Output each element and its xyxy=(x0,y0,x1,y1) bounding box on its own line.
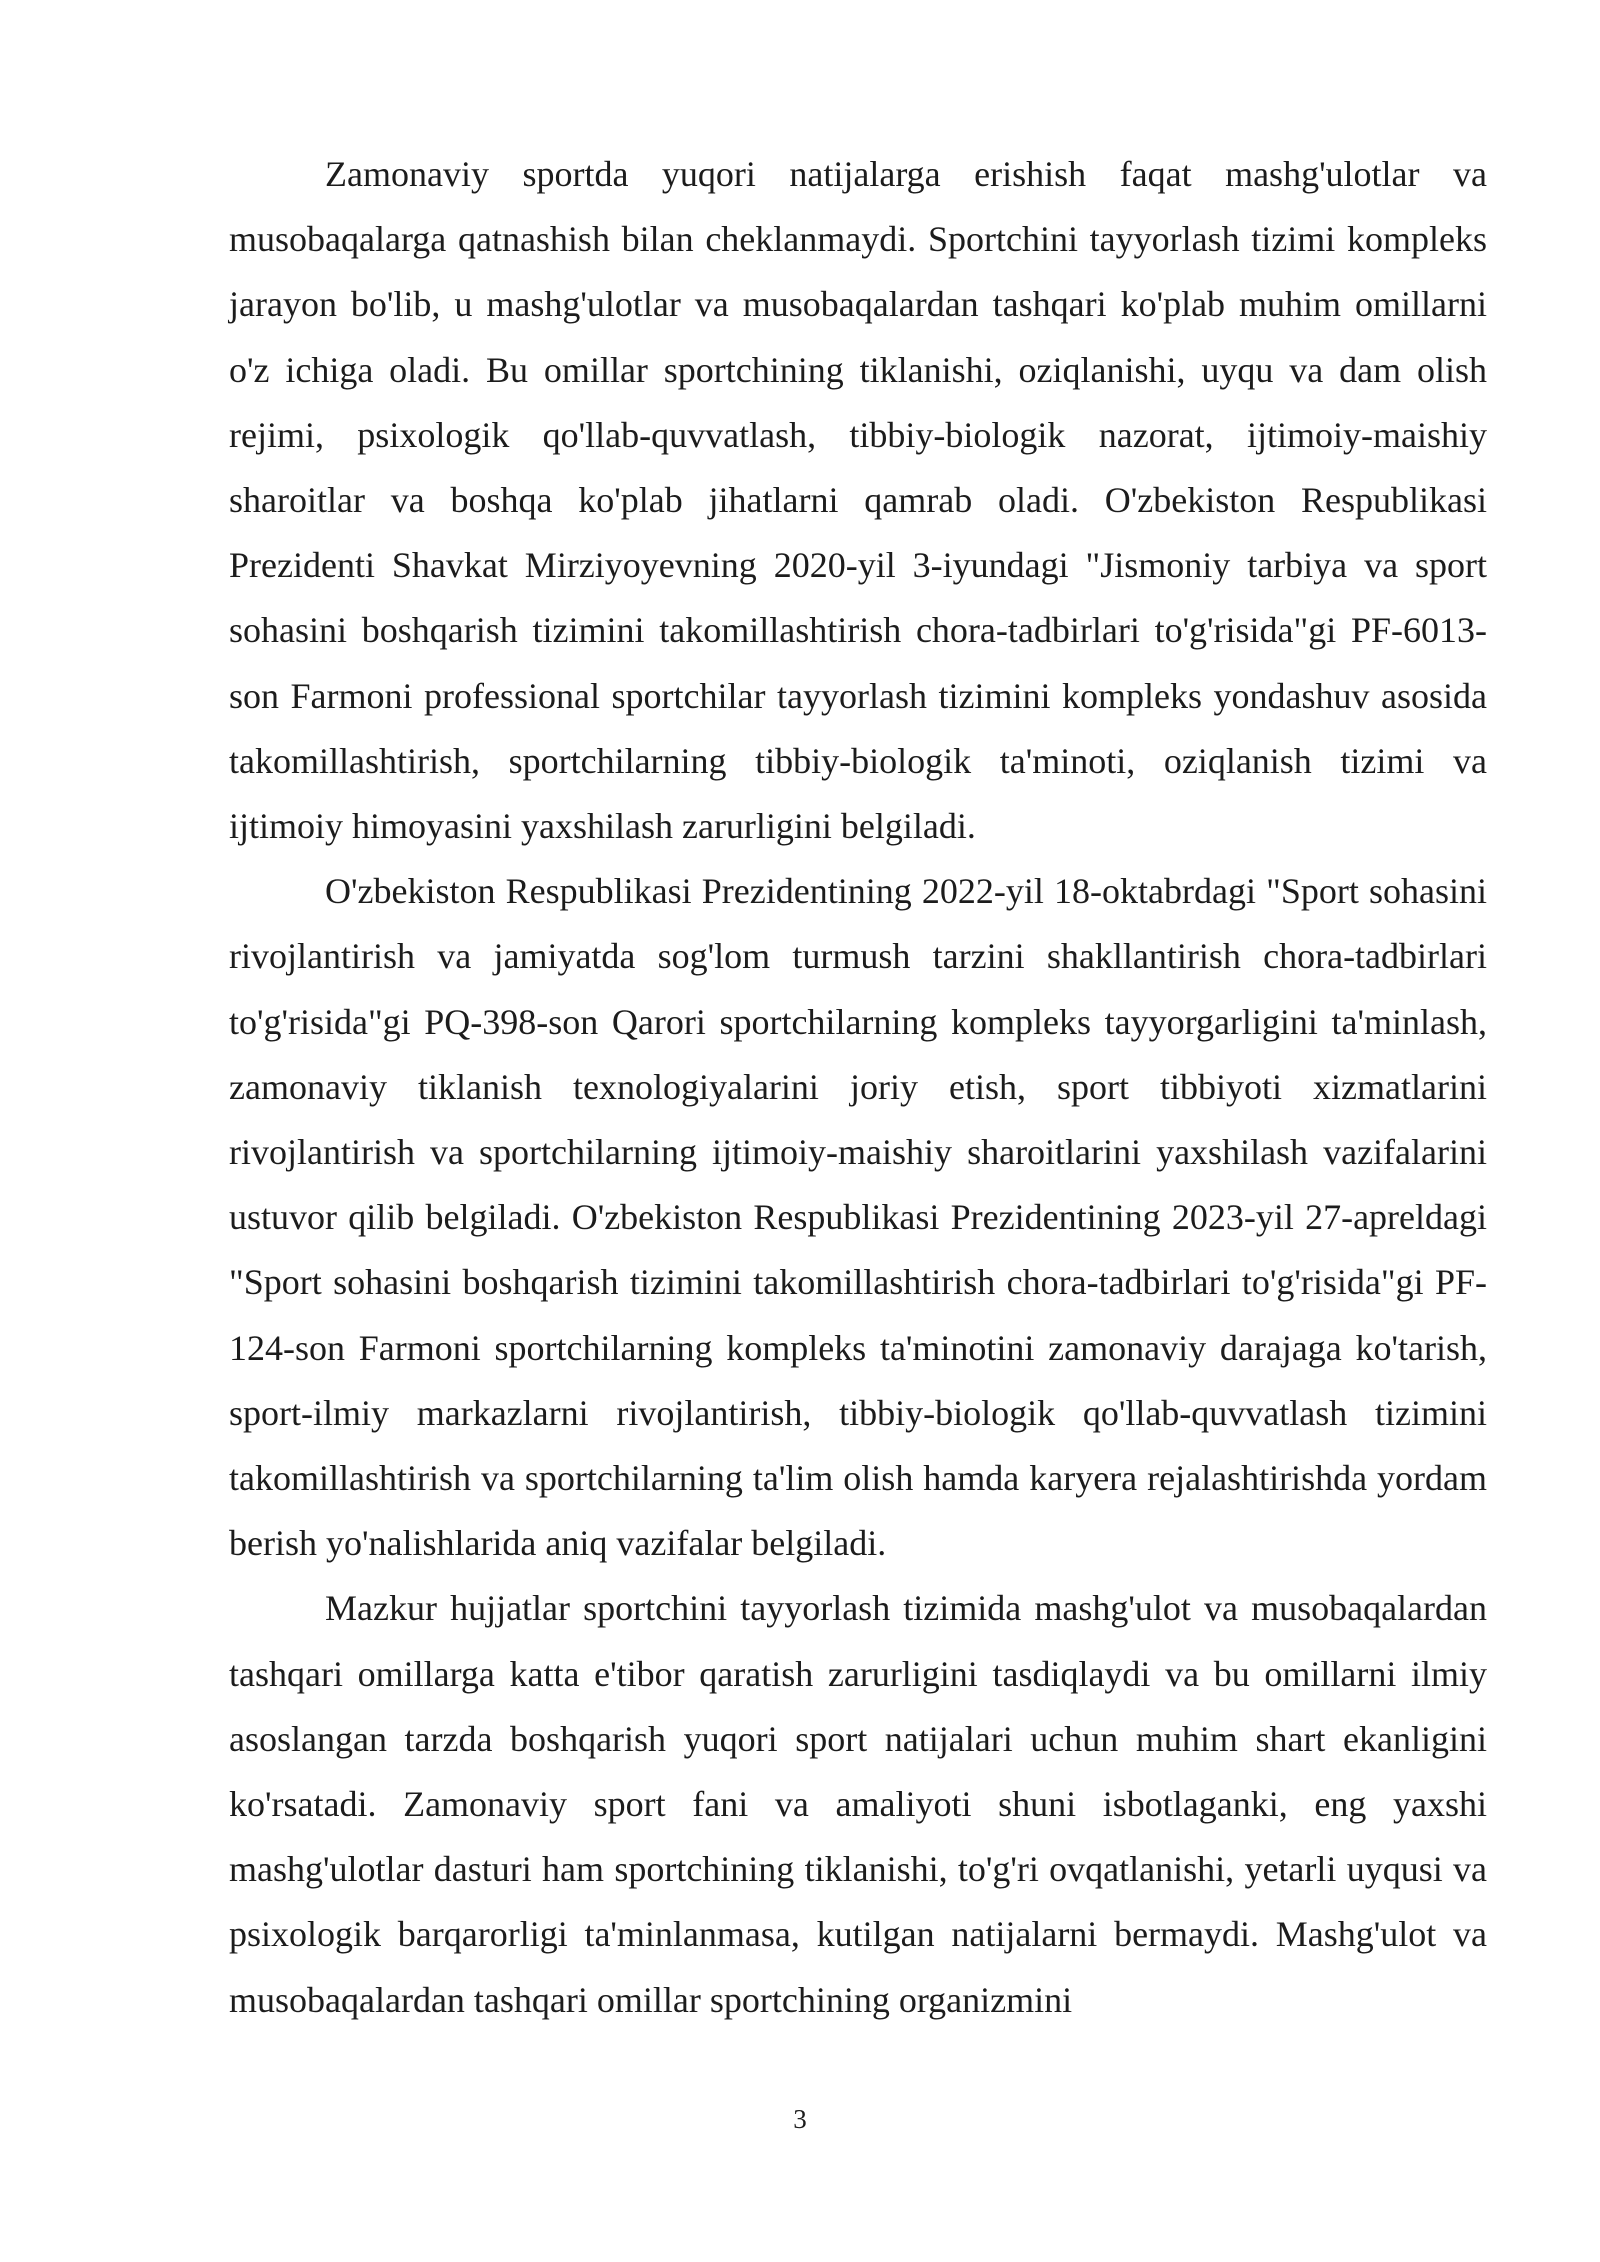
paragraph-2: O'zbekiston Respublikasi Prezidentining 2022-yil 18-oktabrdagi "Sport sohasini rivojlantirish va jamiyatda sog'lom turmush tarzini shakllantirish chora-tadbirlari to'g'risida"gi PQ-398-son Qarori sportchilarning kompleks tayyorgarligini ta'minlash, zamonaviy tiklanish texnologiyalarini joriy etish, sport tibbiyoti xizmatlarini rivojlantirish va sportchilarning ijtimoiy-maishiy sharoitlarini yaxshilash vazifalarini ustuvor qilib belgiladi. O'zbekiston Respublikasi Prezidentining 2023-yil 27-apreldagi "Sport sohasini boshqarish tizimini takomillashtirish chora-tadbirlari to'g'risida"gi PF-124-son Farmoni sportchilarning kompleks ta'minotini zamonaviy darajaga ko'tarish, sport-ilmiy markazlarni rivojlantirish, tibbiy-biologik qo'llab-quvvatlash tizimini takomillashtirish va sportchilarning ta'lim olish hamda karyera rejalashtirishda yordam berish yo'nalishlarida aniq vazifalar belgiladi. xyxy=(229,871,1487,1564)
paragraph-3: Mazkur hujjatlar sportchini tayyorlash tizimida mashg'ulot va musobaqalardan tashqari omillarga katta e'tibor qaratish zarurligini tasdiqlaydi va bu omillarni ilmiy asoslangan tarzda boshqarish yuqori sport natijalari uchun muhim shart ekanligini ko'rsatadi. Zamonaviy sport fani va amaliyoti shuni isbotlaganki, eng yaxshi mashg'ulotlar dasturi ham sportchining tiklanishi, to'g'ri ovqatlanishi, yetarli uyqusi va psixologik barqarorligi ta'minlanmasa, kutilgan natijalarni bermaydi. Mashg'ulot va musobaqalardan tashqari omillar sportchining organizmini xyxy=(229,1588,1487,2020)
page-number: 3 xyxy=(793,2104,807,2134)
paragraph-1: Zamonaviy sportda yuqori natijalarga erishish faqat mashg'ulotlar va musobaqalarga qatnashish bilan cheklanmaydi. Sportchini tayyorlash tizimi kompleks jarayon bo'lib, u mashg'ulotlar va musobaqalardan tashqari ko'plab muhim omillarni o'z ichiga oladi. Bu omillar sportchining tiklanishi, oziqlanishi, uyqu va dam olish rejimi, psixologik qo'llab-quvvatlash, tibbiy-biologik nazorat, ijtimoiy-maishiy sharoitlar va boshqa ko'plab jihatlarni qamrab oladi. O'zbekiston Respublikasi Prezidenti Shavkat Mirziyoyevning 2020-yil 3-iyundagi "Jismoniy tarbiya va sport sohasini boshqarish tizimini takomillashtirish chora-tadbirlari to'g'risida"gi PF-6013-son Farmoni professional sportchilar tayyorlash tizimini kompleks yondashuv asosida takomillashtirish, sportchilarning tibbiy-biologik ta'minoti, oziqlanish tizimi va ijtimoiy himoyasini yaxshilash zarurligini belgiladi. xyxy=(229,154,1487,847)
document-body xyxy=(229,142,1487,2033)
